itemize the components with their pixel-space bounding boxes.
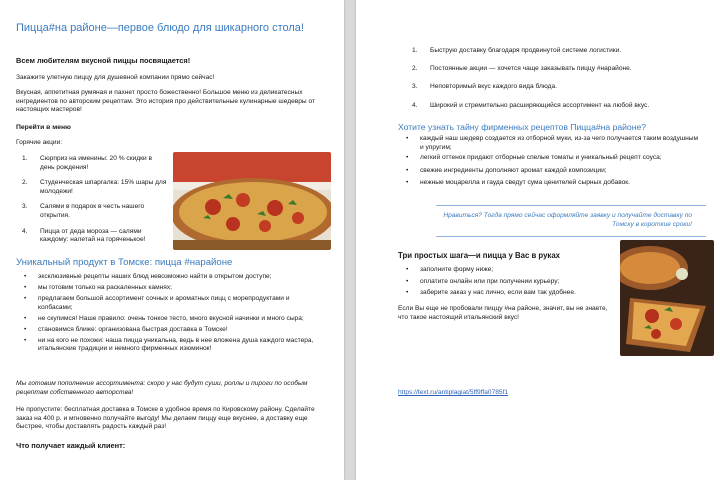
list-item: • каждый наш шедевр создается из отборной муки, из-за чего получается таким воздушным и упругим; (398, 135, 703, 152)
pizza-photo (173, 152, 331, 250)
unique-product-heading: Уникальный продукт в Томске: пицца #нарайоне (16, 257, 233, 268)
callout-text: Нравиться? Тогда прямо сейчас оформляйте заявку и получайте доставку по Томску в короткие сроки! (443, 212, 692, 228)
intro-line: Закажите улетную пиццу для душевной компании прямо сейчас! (16, 74, 215, 81)
list-item: 4. Пицца от деда мороза — салями каждому: налетай на горяченькое! (22, 227, 146, 244)
list-item: • становимся ближе: организована быстрая доставка в Томске! (16, 326, 316, 335)
list-item: • мы готовим только на раскаленных камнях; (16, 284, 316, 293)
callout-divider-bottom (436, 236, 706, 237)
document-page-right (356, 0, 720, 480)
list-item: 3. Неповторимый вкус каждого вида блюда. (412, 83, 557, 91)
section-heading: Всем любителям вкусной пиццы посвящается! (16, 56, 191, 65)
list-item: • предлагаем большой ассортимент сочных и ароматных пицц с морепродуктами и колбасами; (16, 295, 316, 312)
document-title: Пицца#на районе—первое блюдо для шикарного стола! (16, 22, 304, 34)
callout-divider-top (436, 205, 706, 206)
list-item: 1. Сюрприз на именины: 20 % скидки в день рождения! (22, 155, 153, 171)
list-item: • не скупимся! Наше правило: очень тонкое тесто, много вкусной начинки и много сыра; (16, 315, 316, 324)
client-heading: Что получает каждый клиент: (16, 441, 126, 450)
list-item: 4. Широкий и стремительно расширяющийся ассортимент на любой вкус. (412, 101, 650, 109)
list-item: • эксклюзивные рецепты наших блюд невозможно найти в открытом доступе; (16, 273, 316, 282)
list-item: • нежные моцарелла и гауда сведут сума ценителей сырных добавок. (398, 179, 703, 188)
closing-paragraph: Если Вы еще не пробовали пиццу #на районе, значит, вы не знаете, что такое настоящий итальянский вкус! (398, 305, 608, 321)
intro-paragraph: Вкусная, аппетитная румяная и пахнет просто божественно! Большое меню из деликатесных ингредиентов по авторским рецептам. Это история про действительные кулинарные шедевры от настоящих мастеров! (16, 89, 316, 114)
list-item: 3. Салями в подарок в честь нашего открытия. (22, 203, 145, 219)
list-item: • заполните форму ниже; (398, 266, 613, 275)
list-item: 2. Постоянные акции — хочется чаще заказывать пиццу #нарайоне. (412, 65, 632, 73)
list-item: • свежие ингредиенты дополняют аромат каждой композиции; (398, 167, 703, 176)
delivery-paragraph: Не пропустите: бесплатная доставка в Томске в удобное время по Кировскому району. Сделайте заказ на 400 р. и мгновенно получайте выгоду! Мы делаем пиццу еще вкуснее, а доставку еще быстрее, чтобы доставлять радость каждый раз! (16, 406, 315, 431)
list-item: • оплатите онлайн или при получении курьеру; (398, 278, 613, 287)
list-item: • ни на кого не похожи: наша пицца уникальна, ведь в нее вложена душа каждого мастера, итальянские традиции и немного фирменных изюминок! (16, 337, 316, 354)
benefits-list (412, 47, 702, 116)
antiplagiat-link[interactable]: https://text.ru/antiplagiat/5ff9ffa0785f1 (398, 389, 509, 396)
list-item: • заберите заказ у нас лично, если вам так удобнее. (398, 289, 613, 298)
unique-product-list (16, 273, 316, 356)
document-page-left (0, 0, 344, 480)
list-item: • легкий оттенок придают отборные спелые томаты и уникальный рецепт соуса; (398, 154, 703, 163)
steps-list (398, 266, 613, 300)
hot-deals-label: Горячие акции: (16, 139, 63, 146)
secret-recipes-list (398, 135, 703, 190)
menu-link[interactable]: Перейти в меню (16, 124, 71, 131)
steps-heading: Три простых шага—и пицца у Вас в руках (398, 251, 560, 260)
italic-note: Мы готовим пополнение ассортимента: скоро у нас будут суши, роллы и пироги по особым рецептам собственного авторства! (16, 380, 308, 396)
promo-list (22, 155, 167, 251)
secret-recipes-heading: Хотите узнать тайну фирменных рецептов Пицца#на районе? (398, 122, 647, 132)
pizza-slice-photo (620, 240, 714, 356)
list-item: 1. Быструю доставку благодаря продвинутой системе логистики. (412, 47, 622, 54)
list-item: 2. Студенческая шпаргалка: 15% шары для молодежи! (22, 179, 167, 195)
